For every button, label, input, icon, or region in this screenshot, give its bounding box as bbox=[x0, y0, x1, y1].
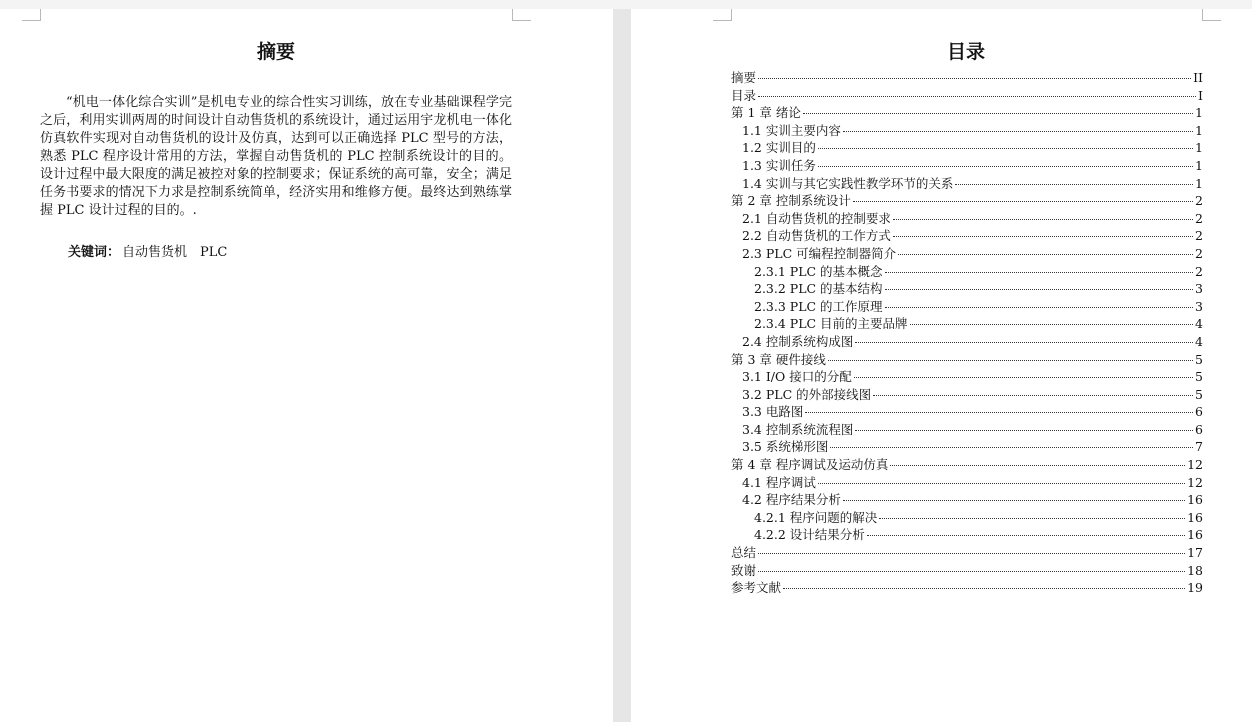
toc-entry[interactable] bbox=[731, 350, 1203, 368]
toc-entry-label: 致谢 bbox=[731, 562, 757, 578]
toc-entry-label: 第 4 章 程序调试及运动仿真 bbox=[731, 457, 889, 473]
toc-entry[interactable] bbox=[731, 297, 1203, 315]
toc-entry-label: 2.3.3 PLC 的工作原理 bbox=[754, 298, 883, 314]
toc-entry-label: 总结 bbox=[731, 545, 757, 561]
toc-entry[interactable] bbox=[731, 385, 1203, 403]
toc-leader-dots bbox=[843, 130, 1193, 132]
toc-entry-label: 2.2 自动售货机的工作方式 bbox=[742, 228, 891, 244]
toc-entry[interactable] bbox=[731, 138, 1203, 156]
toc-entry[interactable] bbox=[731, 262, 1203, 280]
toc-entry[interactable] bbox=[731, 244, 1203, 262]
toc-entry-label: 第 1 章 绪论 bbox=[731, 105, 801, 121]
toc-entry[interactable] bbox=[731, 68, 1203, 86]
toc-entry-page: 16 bbox=[1187, 509, 1203, 525]
toc-entry[interactable] bbox=[731, 103, 1203, 121]
toc-entry[interactable] bbox=[731, 226, 1203, 244]
toc-entry[interactable] bbox=[731, 279, 1203, 297]
toc-entry-label: 3.3 电路图 bbox=[742, 404, 804, 420]
toc-entry-page: 1 bbox=[1195, 122, 1203, 138]
toc-entry-label: 参考文献 bbox=[731, 580, 782, 596]
toc-entry-page: 6 bbox=[1195, 421, 1203, 437]
toc-entry-label: 4.2.1 程序问题的解决 bbox=[754, 509, 878, 525]
toc-entry-page: 2 bbox=[1195, 245, 1203, 261]
toc-entry-page: 2 bbox=[1195, 193, 1203, 209]
toc-entry-page: 2 bbox=[1195, 210, 1203, 226]
toc-entry-page: 2 bbox=[1195, 263, 1203, 279]
toc-entry[interactable] bbox=[731, 455, 1203, 473]
toc-entry-label: 2.4 控制系统构成图 bbox=[742, 333, 854, 349]
toc-entry-page: 19 bbox=[1187, 580, 1203, 596]
toc-entry-label: 目录 bbox=[731, 87, 757, 103]
toc-entry-label: 第 3 章 硬件接线 bbox=[731, 351, 826, 367]
toc-entry-page: 1 bbox=[1195, 157, 1203, 173]
toc-entry-label: 3.4 控制系统流程图 bbox=[742, 421, 854, 437]
crop-mark bbox=[22, 9, 41, 21]
toc-entry-page: 12 bbox=[1187, 474, 1203, 490]
toc-entry-page: 3 bbox=[1195, 281, 1203, 297]
toc-entry-label: 2.1 自动售货机的控制要求 bbox=[742, 210, 891, 226]
toc-leader-dots bbox=[758, 552, 1185, 554]
toc-entry-label: 4.2.2 设计结果分析 bbox=[754, 527, 865, 543]
toc-entry[interactable] bbox=[731, 437, 1203, 455]
toc-leader-dots bbox=[885, 271, 1194, 273]
keywords-value: 自动售货机 PLC bbox=[122, 245, 228, 260]
abstract-title: 摘要 bbox=[256, 41, 295, 63]
toc-leader-dots bbox=[898, 253, 1193, 255]
toc-entry-label: 1.4 实训与其它实践性教学环节的关系 bbox=[742, 175, 954, 191]
toc-leader-dots bbox=[893, 235, 1193, 237]
toc-entry-label: 1.2 实训目的 bbox=[742, 140, 816, 156]
toc-entry-label: 2.3.1 PLC 的基本概念 bbox=[754, 263, 883, 279]
abstract-page bbox=[0, 9, 613, 722]
toc-leader-dots bbox=[893, 218, 1193, 220]
toc-entry[interactable] bbox=[731, 209, 1203, 227]
toc-leader-dots bbox=[955, 183, 1193, 185]
toc-entry[interactable] bbox=[731, 367, 1203, 385]
toc-leader-dots bbox=[830, 446, 1193, 448]
toc-leader-dots bbox=[873, 394, 1193, 396]
toc-entry[interactable] bbox=[731, 543, 1203, 561]
toc-entry[interactable] bbox=[731, 156, 1203, 174]
toc-entry-page: 5 bbox=[1195, 369, 1203, 385]
toc-entry-page: 16 bbox=[1187, 492, 1203, 508]
toc-entry[interactable] bbox=[731, 473, 1203, 491]
toc-leader-dots bbox=[758, 77, 1191, 79]
toc-entry[interactable] bbox=[731, 525, 1203, 543]
toc-leader-dots bbox=[885, 288, 1194, 290]
crop-mark bbox=[512, 9, 531, 21]
toc-leader-dots bbox=[879, 517, 1185, 519]
toc-entry-page: 17 bbox=[1187, 545, 1203, 561]
toc-entry[interactable] bbox=[731, 561, 1203, 579]
toc-leader-dots bbox=[890, 464, 1185, 466]
toc-entry[interactable] bbox=[731, 332, 1203, 350]
toc-entry-page: 1 bbox=[1195, 175, 1203, 191]
crop-mark bbox=[713, 9, 732, 21]
toc-entry-label: 1.3 实训任务 bbox=[742, 157, 816, 173]
toc-list bbox=[731, 68, 1203, 596]
toc-entry-label: 第 2 章 控制系统设计 bbox=[731, 193, 851, 209]
toc-leader-dots bbox=[818, 482, 1185, 484]
toc-entry-page: II bbox=[1193, 70, 1203, 85]
toc-leader-dots bbox=[855, 341, 1193, 343]
crop-mark bbox=[1202, 9, 1221, 21]
toc-entry[interactable] bbox=[731, 121, 1203, 139]
toc-leader-dots bbox=[818, 147, 1193, 149]
keywords-label: 关键词： bbox=[68, 245, 121, 260]
toc-entry[interactable] bbox=[731, 174, 1203, 192]
toc-entry-label: 4.2 程序结果分析 bbox=[742, 492, 841, 508]
toc-entry-page: 12 bbox=[1187, 457, 1203, 473]
abstract-body: “机电一体化综合实训”是机电专业的综合性实习训练，放在专业基础课程学完之后，利用实训两周的时间设计自动售货机的系统设计，通过运用宇龙机电一体化仿真软件实现对自动售货机的设计及仿真，达到可以正确选择 PLC 型号的方法，熟悉 PLC 程序设计常用的方法，掌握自动售货机的 PLC 控制系统设计的目的。设计过程中最大限度的满足被控对象的控制要求；保证系统的高可靠，安全；满足任务书要求的情况下力求是控制系统简单，经济实用和维修方便。最终达到熟练掌握 PLC 设计过程的目的。. bbox=[40, 95, 512, 218]
toc-leader-dots bbox=[818, 165, 1193, 167]
toc-entry[interactable] bbox=[731, 578, 1203, 596]
toc-leader-dots bbox=[783, 587, 1185, 589]
toc-entry-page: 5 bbox=[1195, 351, 1203, 367]
toc-entry-page: 16 bbox=[1187, 527, 1203, 543]
toc-leader-dots bbox=[758, 570, 1185, 572]
toc-leader-dots bbox=[828, 359, 1193, 361]
toc-entry[interactable] bbox=[731, 420, 1203, 438]
toc-leader-dots bbox=[803, 112, 1193, 114]
top-bar bbox=[0, 0, 1252, 9]
toc-entry-page: 3 bbox=[1195, 298, 1203, 314]
toc-entry-label: 3.5 系统梯形图 bbox=[742, 439, 829, 455]
toc-entry-page: 2 bbox=[1195, 228, 1203, 244]
toc-entry-page: I bbox=[1198, 87, 1203, 103]
toc-leader-dots bbox=[853, 200, 1193, 202]
toc-entry-page: 18 bbox=[1187, 562, 1203, 578]
toc-title: 目录 bbox=[946, 41, 985, 63]
toc-entry[interactable] bbox=[731, 86, 1203, 104]
toc-leader-dots bbox=[805, 411, 1193, 413]
toc-leader-dots bbox=[867, 534, 1185, 536]
toc-entry-page: 1 bbox=[1195, 105, 1203, 121]
toc-entry-page: 7 bbox=[1195, 439, 1203, 455]
toc-entry-page: 6 bbox=[1195, 404, 1203, 420]
toc-entry-label: 3.1 I/O 接口的分配 bbox=[742, 369, 852, 385]
toc-entry-label: 2.3.4 PLC 目前的主要品牌 bbox=[754, 316, 908, 332]
toc-entry[interactable] bbox=[731, 490, 1203, 508]
toc-entry-label: 2.3 PLC 可编程控制器简介 bbox=[742, 245, 897, 261]
toc-leader-dots bbox=[910, 323, 1194, 325]
toc-leader-dots bbox=[758, 95, 1196, 97]
toc-entry[interactable] bbox=[731, 191, 1203, 209]
toc-entry-label: 4.1 程序调试 bbox=[742, 474, 816, 490]
toc-leader-dots bbox=[854, 376, 1193, 378]
toc-entry-page: 1 bbox=[1195, 140, 1203, 156]
keywords-line bbox=[68, 241, 227, 260]
toc-entry-page: 4 bbox=[1195, 316, 1203, 332]
toc-leader-dots bbox=[855, 429, 1193, 431]
toc-leader-dots bbox=[885, 306, 1194, 308]
toc-entry-page: 5 bbox=[1195, 386, 1203, 402]
toc-entry-label: 摘要 bbox=[731, 70, 757, 85]
toc-entry[interactable] bbox=[731, 402, 1203, 420]
toc-entry-page: 4 bbox=[1195, 333, 1203, 349]
toc-entry-label: 2.3.2 PLC 的基本结构 bbox=[754, 281, 883, 297]
toc-entry-label: 1.1 实训主要内容 bbox=[742, 122, 841, 138]
toc-entry[interactable] bbox=[731, 314, 1203, 332]
toc-leader-dots bbox=[843, 499, 1185, 501]
toc-page bbox=[631, 9, 1252, 722]
toc-entry-label: 3.2 PLC 的外部接线图 bbox=[742, 386, 872, 402]
toc-entry[interactable] bbox=[731, 508, 1203, 526]
